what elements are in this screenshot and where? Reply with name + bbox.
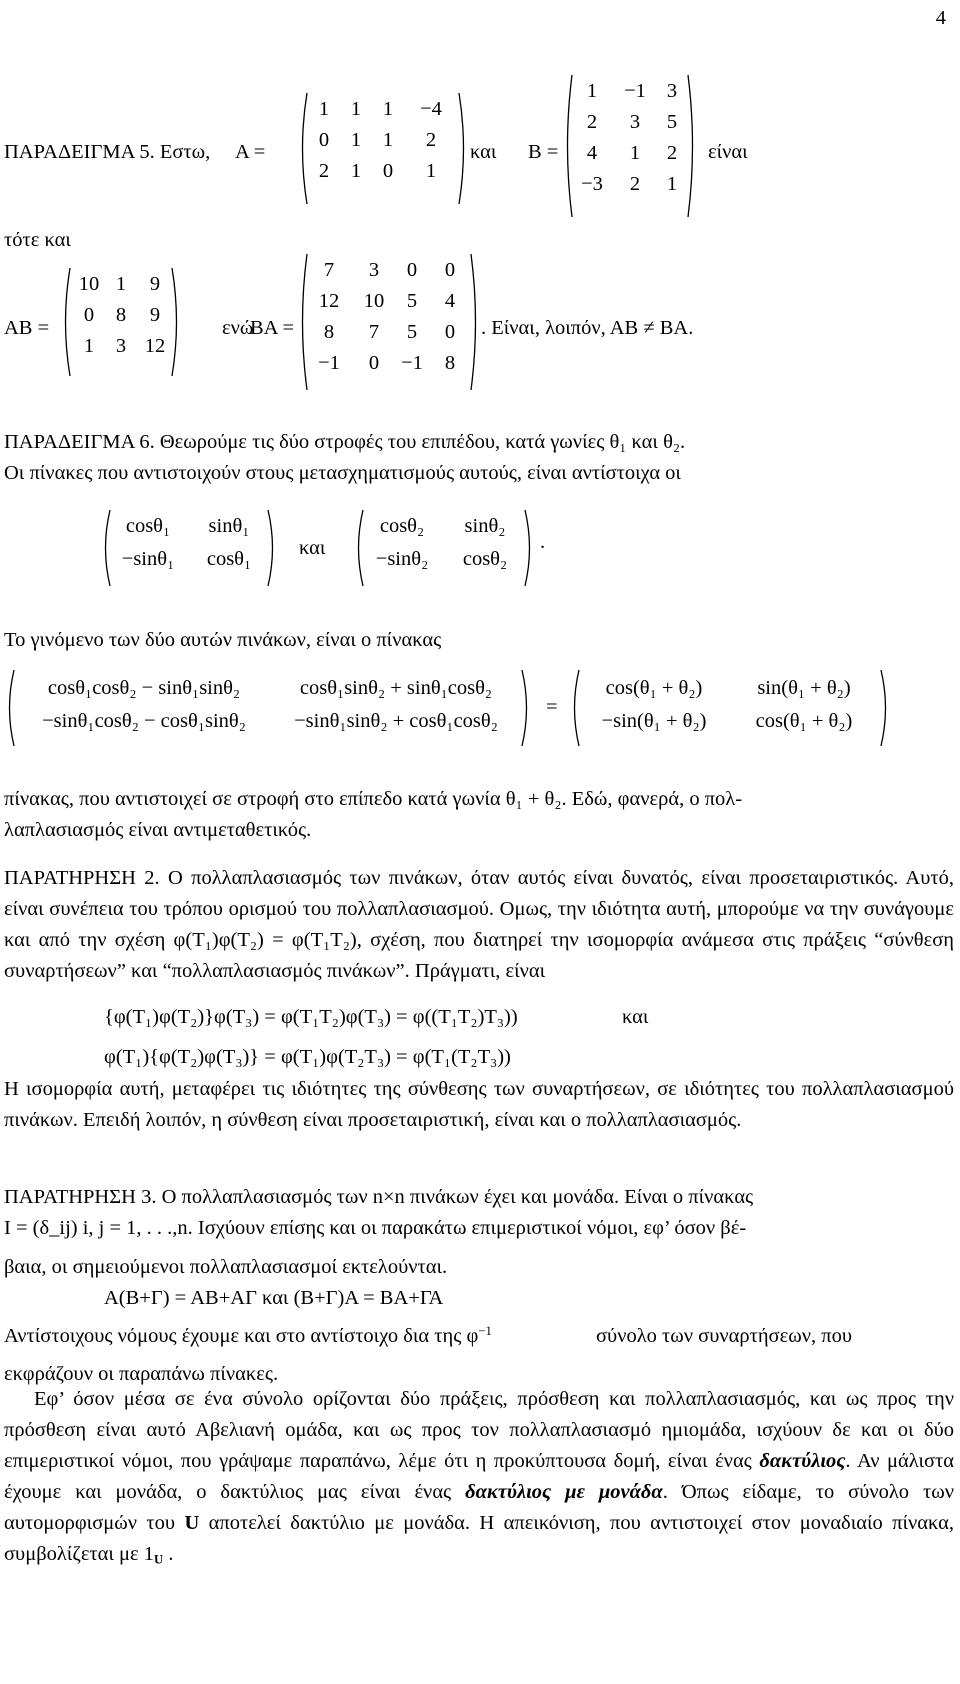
observation3-line2: Ι = (δ_ij) i, j = 1, . . .,n. Ισχύουν επίσης και οι παρακάτω επιμεριστικοί νόμοι, εφ’ όσον βέ- <box>4 1217 747 1239</box>
example6-line1: ΠΑΡΑΔΕΙΓΜΑ 6. Θεωρούμε τις δύο στροφές του επιπέδου, κατά γωνίες θ₁ και θ₂. <box>4 431 686 453</box>
matrix-cell: 0 <box>444 321 456 343</box>
observation2-conclusion: Η ισομορφία αυτή, μεταφέρει τις ιδιότητες της σύνθεσης των συναρτήσεων, σε ιδιότητες του πολλαπλασιασμού πινάκων. Επειδή λοιπόν, η σύνθεση είναι προσεταιριστική, είναι και ο πολλαπλασιασμός. <box>4 1078 954 1131</box>
ring-text-b: . Αν μάλιστα έχουμε και μονάδα, ο δακτύλιος μας είναι ένας <box>4 1450 955 1503</box>
then-and-label: τότε και <box>4 229 71 251</box>
right-bracket <box>172 268 177 376</box>
matrix-cell: 9 <box>149 304 161 326</box>
distributive-laws: Α(Β+Γ) = ΑΒ+ΑΓ και (Β+Γ)Α = ΒΑ+ΓΑ <box>104 1287 444 1309</box>
matrix-cell: sinθ₂ <box>464 515 506 537</box>
matrix-cell: cos(θ₁ + θ₂) <box>755 710 853 732</box>
observation3-line4 <box>4 1326 492 1347</box>
matrix-cell: 2 <box>666 142 678 164</box>
associativity-eq1-and: και <box>622 1006 649 1028</box>
right-bracket <box>459 93 464 204</box>
matrix-cell: sin(θ₁ + θ₂) <box>757 677 851 699</box>
and-label-2: και <box>299 537 326 559</box>
left-bracket <box>66 268 71 376</box>
matrix-cell: 3 <box>115 335 127 357</box>
matrix-cell: 1 <box>629 142 641 164</box>
inverse-superscript: −1 <box>478 1324 492 1339</box>
matrix-b <box>562 73 698 219</box>
left-bracket <box>303 93 308 204</box>
matrix-cell: 4 <box>586 142 598 164</box>
matrix-cell: cosθ₁ <box>206 548 252 570</box>
ring-term: δακτύλιος <box>759 1450 846 1472</box>
matrix-cell: 1 <box>115 273 127 295</box>
ring-text-c: . Όπως είδαμε, το σύνολο των αυτομορφισμών του <box>4 1481 954 1534</box>
matrix-cell: 1 <box>350 129 362 151</box>
matrix-cell: 4 <box>444 290 456 312</box>
matrix-cell: 0 <box>406 259 418 281</box>
matrix-cell: 0 <box>444 259 456 281</box>
matrix-cell: 2 <box>425 129 437 151</box>
right-bracket <box>688 75 693 217</box>
matrix-cell: −sinθ₂ <box>375 548 429 570</box>
associativity-eq2: φ(T₁){φ(T₂)φ(T₃)} = φ(T₁)φ(T₂T₃) = φ(T₁(T₂T₃)) <box>104 1046 511 1068</box>
ring-text-d: αποτελεί δακτύλιο με μονάδα. Η απεικόνιση, που αντιστοιχεί στον μοναδιαίο πίνακα, συμβολίζεται με 1 <box>4 1512 955 1565</box>
matrix-cell: 3 <box>629 111 641 133</box>
matrix-ab-label: ΑΒ = <box>4 317 50 339</box>
matrix-cell: cosθ₂ <box>379 515 425 537</box>
matrix-cell: cos(θ₁ + θ₂) <box>605 677 703 699</box>
matrix-cell: 7 <box>368 321 380 343</box>
observation3-line5: εκφράζουν οι παραπάνω πίνακες. <box>4 1363 279 1385</box>
matrix-cell: 5 <box>666 111 678 133</box>
matrix-ba-label: ΒΑ = <box>250 317 295 339</box>
matrix-cell: 12 <box>144 335 166 357</box>
matrix-cell: 9 <box>149 273 161 295</box>
matrix-cell: 1 <box>382 129 394 151</box>
matrix-cell: −1 <box>318 352 340 374</box>
matrix-cell: 0 <box>382 160 394 182</box>
dot-label: . <box>540 531 546 553</box>
ring-text-a: Εφ’ όσον μέσα σε ένα σύνολο ορίζονται δύο πράξεις, πρόσθεση και πολλαπλασιασμός, και ως προς την πρόσθεση είναι αυτό Αβελιανή ομάδα, και ως προς τον πολλαπλασιασμό ημιομάδα, ισχύουν δε και οι δύο επιμεριστικοί νόμοι, που γράψαμε παραπάνω, λέμε ότι η προκύπτουσα δομή, είναι ένας <box>4 1388 954 1472</box>
equals-sign: = <box>546 696 558 718</box>
u-symbol: U <box>184 1512 200 1534</box>
matrix-cell: 0 <box>318 129 330 151</box>
matrix-cell: −sinθ₁ <box>121 548 175 570</box>
example6-remark-a: πίνακας, που αντιστοιχεί σε στροφή στο επίπεδο κατά γωνία θ₁ + θ₂. Εδώ, φανερά, ο πολ- <box>4 788 743 810</box>
while-label: ενώ <box>222 317 254 339</box>
rotation-matrix-1 <box>100 508 278 588</box>
example6-remark-b: λαπλασιασμός είναι αντιμεταθετικός. <box>4 819 312 841</box>
matrix-cell: 1 <box>425 160 437 182</box>
right-bracket <box>525 510 530 586</box>
rotation-matrix-2 <box>353 508 535 588</box>
matrix-ba <box>297 252 481 392</box>
observation3-line3: βαια, οι σημειούμενοι πολλαπλασιασμοί εκτελούνται. <box>4 1256 448 1278</box>
matrix-cell: 5 <box>406 290 418 312</box>
matrix-cell: −1 <box>401 352 423 374</box>
matrix-cell: 7 <box>323 259 335 281</box>
example6-line2: Οι πίνακες που αντιστοιχούν στους μετασχηματισμούς αυτούς, είναι αντίστοιχα οι <box>4 462 681 484</box>
matrix-cell: cosθ₁ <box>125 515 171 537</box>
and-label: και <box>470 141 497 163</box>
matrix-cell: 1 <box>350 98 362 120</box>
matrix-cell: 1 <box>382 98 394 120</box>
matrix-cell: 1 <box>666 173 678 195</box>
product-matrix-left <box>4 668 532 748</box>
matrix-cell: −4 <box>420 98 442 120</box>
matrix-cell: 8 <box>444 352 456 374</box>
product-intro: Το γινόμενο των δύο αυτών πινάκων, είναι ο πίνακας <box>4 629 442 651</box>
matrix-cell: 8 <box>323 321 335 343</box>
matrix-cell: cosθ₁sinθ₂ + sinθ₁cosθ₂ <box>299 677 493 699</box>
matrix-a-label: Α = <box>235 141 266 163</box>
example5-label: ΠΑΡΑΔΕΙΓΜΑ 5. Εστω, <box>4 141 211 163</box>
ring-with-unity-term: δακτύλιος με μονάδα <box>465 1481 663 1503</box>
matrix-cell: 2 <box>586 111 598 133</box>
matrix-cell: 1 <box>586 80 598 102</box>
matrix-cell: −sinθ₁cosθ₂ − cosθ₁sinθ₂ <box>42 710 246 732</box>
unit-subscript: U <box>154 1552 164 1567</box>
ring-text-end: . <box>168 1543 174 1565</box>
ring-paragraph <box>4 1384 954 1570</box>
right-bracket <box>268 510 273 586</box>
matrix-cell: 1 <box>350 160 362 182</box>
right-bracket <box>522 670 527 746</box>
observation3-line4-tail: σύνολο των συναρτήσεων, που <box>596 1325 852 1347</box>
associativity-eq1: {φ(T₁)φ(T₂)}φ(T₃) = φ(T₁T₂)φ(T₃) = φ((T₁T₂)T₃)) <box>104 1006 518 1028</box>
page-number: 4 <box>935 7 946 29</box>
matrix-cell: sinθ₁ <box>208 515 250 537</box>
observation3-line1: ΠΑΡΑΤΗΡΗΣΗ 3. Ο πολλαπλασιασμός των n×n πινάκων έχει και μονάδα. Είναι ο πίνακας <box>4 1186 754 1208</box>
matrix-ab <box>60 266 182 378</box>
conclusion-text: . Είναι, λοιπόν, ΑΒ ≠ ΒΑ. <box>481 317 694 339</box>
matrix-cell: −sinθ₁sinθ₂ + cosθ₁cosθ₂ <box>294 710 498 732</box>
right-bracket <box>471 254 476 390</box>
matrix-cell: 3 <box>666 80 678 102</box>
matrix-cell: 0 <box>83 304 95 326</box>
matrix-cell: 1 <box>83 335 95 357</box>
matrix-cell: 2 <box>318 160 330 182</box>
product-matrix-right <box>569 668 891 748</box>
matrix-cell: 1 <box>318 98 330 120</box>
matrix-a <box>297 91 469 206</box>
are-label: είναι <box>708 141 748 163</box>
observation2-paragraph: ΠΑΡΑΤΗΡΗΣΗ 2. Ο πολλαπλασιασμός των πινάκων, όταν αυτός είναι δυνατός, είναι προσεταιριστικός. Αυτό, είναι συνέπεια του τρόπου ορισμού του πολλαπλασιασμού. Ομως, την ιδιότητα αυτή, μπορούμε να την συνάγουμε και από την σχέση φ(T₁)φ(T₂) = φ(T₁T₂), σχέση, που διατηρεί την ισομορφία ανάμεσα στις πράξεις “σύνθεση συναρτήσεων” και “πολλαπλασιασμός πινάκων”. Πράγματι, είναι <box>4 867 954 982</box>
line4-text-a: Αντίστοιχους νόμους έχουμε και στο αντίστοιχο δια της φ <box>4 1325 479 1347</box>
right-bracket <box>881 670 886 746</box>
matrix-cell: cosθ₁cosθ₂ − sinθ₁sinθ₂ <box>47 677 241 699</box>
matrix-cell: −sin(θ₁ + θ₂) <box>601 710 707 732</box>
matrix-cell: −3 <box>581 173 603 195</box>
matrix-cell: 3 <box>368 259 380 281</box>
matrix-cell: 10 <box>78 273 100 295</box>
matrix-cell: 8 <box>115 304 127 326</box>
matrix-cell: 10 <box>363 290 385 312</box>
matrix-b-label: Β = <box>528 141 559 163</box>
matrix-cell: 5 <box>406 321 418 343</box>
matrix-cell: 2 <box>629 173 641 195</box>
matrix-cell: 0 <box>368 352 380 374</box>
matrix-cell: cosθ₂ <box>462 548 508 570</box>
matrix-cell: −1 <box>624 80 646 102</box>
matrix-cell: 12 <box>318 290 340 312</box>
